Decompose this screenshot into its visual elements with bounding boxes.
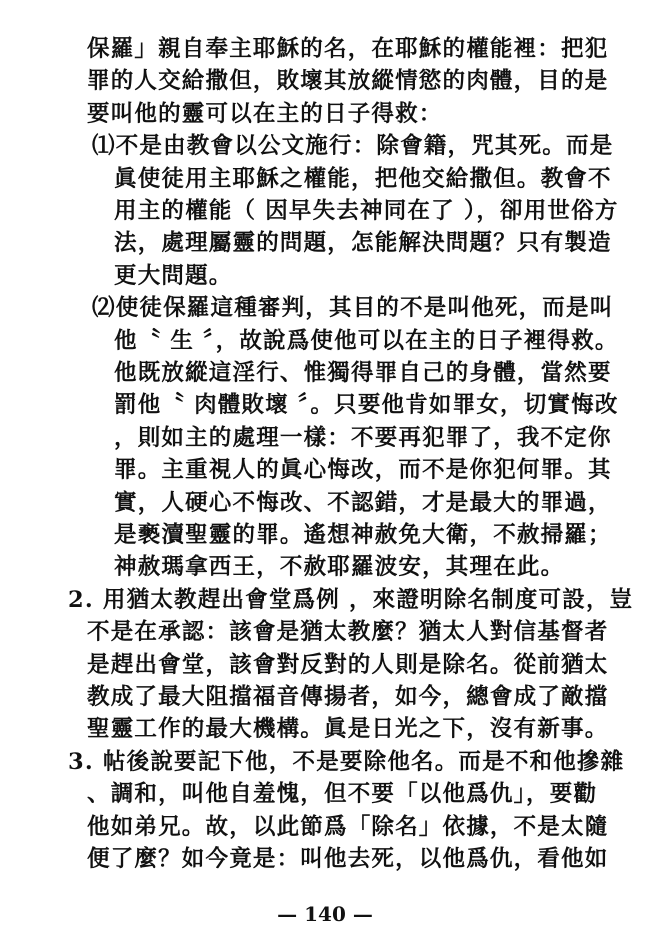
- text-line-5: 眞使徒用主耶穌之權能，把他交給撒但。教會不: [114, 165, 612, 192]
- text-line-7: 法，處理屬靈的問題，怎能解決問題？只有製造: [114, 230, 612, 257]
- text-line-24: 、調和，叫他自羞愧，但不要「以他爲仇」，要勸: [87, 781, 598, 808]
- text-line-8: 更大問題。: [114, 262, 233, 289]
- text-line-14: 罪。主重視人的眞心悔改，而不是你犯何罪。其: [114, 457, 612, 484]
- text-line-10: 他〝 生 〞，故說爲使他可以在主的日子裡得救。: [114, 327, 619, 354]
- text-line-23: 3. 帖後說要記下他，不是要除他名。而是不和他摻雜: [68, 748, 625, 775]
- text-line-13: ，則如主的處理一樣：不要再犯罪了，我不定你: [114, 424, 612, 451]
- text-line-26: 便了麼？如今竟是：叫他去死，以他爲仇，看他如: [87, 846, 609, 872]
- text-line-1: 保羅」親自奉主耶穌的名，在耶穌的權能裡：把犯: [87, 36, 609, 62]
- text-line-18: 2. 用猶太教趕出會堂爲例 ，來證明除名制度可設，豈: [68, 586, 634, 613]
- text-line-12: 罰他〝 肉體敗壞 〞。只要他肯如罪女，切實悔改: [114, 392, 619, 419]
- text-line-4: ⑴不是由教會以公文施行：除會籍，咒其死。而是: [92, 133, 614, 160]
- text-line-22: 聖靈工作的最大機構。眞是日光之下，沒有新事。: [87, 716, 609, 743]
- text-line-6: 用主的權能（ 因早失去神同在了 ），卻用世俗方: [114, 198, 619, 224]
- text-line-19: 不是在承認：該會是猶太教麼？猶太人對信基督者: [87, 619, 609, 646]
- text-line-3: 要叫他的靈可以在主的日子得救：: [87, 100, 443, 127]
- text-line-11: 他既放縱這淫行、惟獨得罪自己的身體，當然要: [114, 360, 612, 386]
- text-line-17: 神赦瑪拿西王，不赦耶羅波安，其理在此。: [114, 554, 565, 581]
- text-line-15: 實，人硬心不悔改、不認錯，才是最大的罪過，: [114, 489, 612, 516]
- text-line-16: 是褻瀆聖靈的罪。遙想神赦免大衛，不赦掃羅；: [114, 522, 612, 548]
- text-line-9: ⑵使徒保羅這種審判，其目的不是叫他死，而是叫: [92, 295, 614, 322]
- page-number: — 140 —: [277, 902, 373, 926]
- text-line-20: 是趕出會堂，該會對反對的人則是除名。從前猶太: [87, 651, 609, 678]
- text-line-2: 罪的人交給撒但，敗壞其放縱情慾的肉體，目的是: [87, 68, 609, 95]
- text-line-25: 他如弟兄。故，以此節爲「除名」依據，不是太隨: [87, 813, 609, 840]
- text-line-21: 教成了最大阻擋福音傳揚者，如今，總會成了敵擋: [87, 684, 609, 710]
